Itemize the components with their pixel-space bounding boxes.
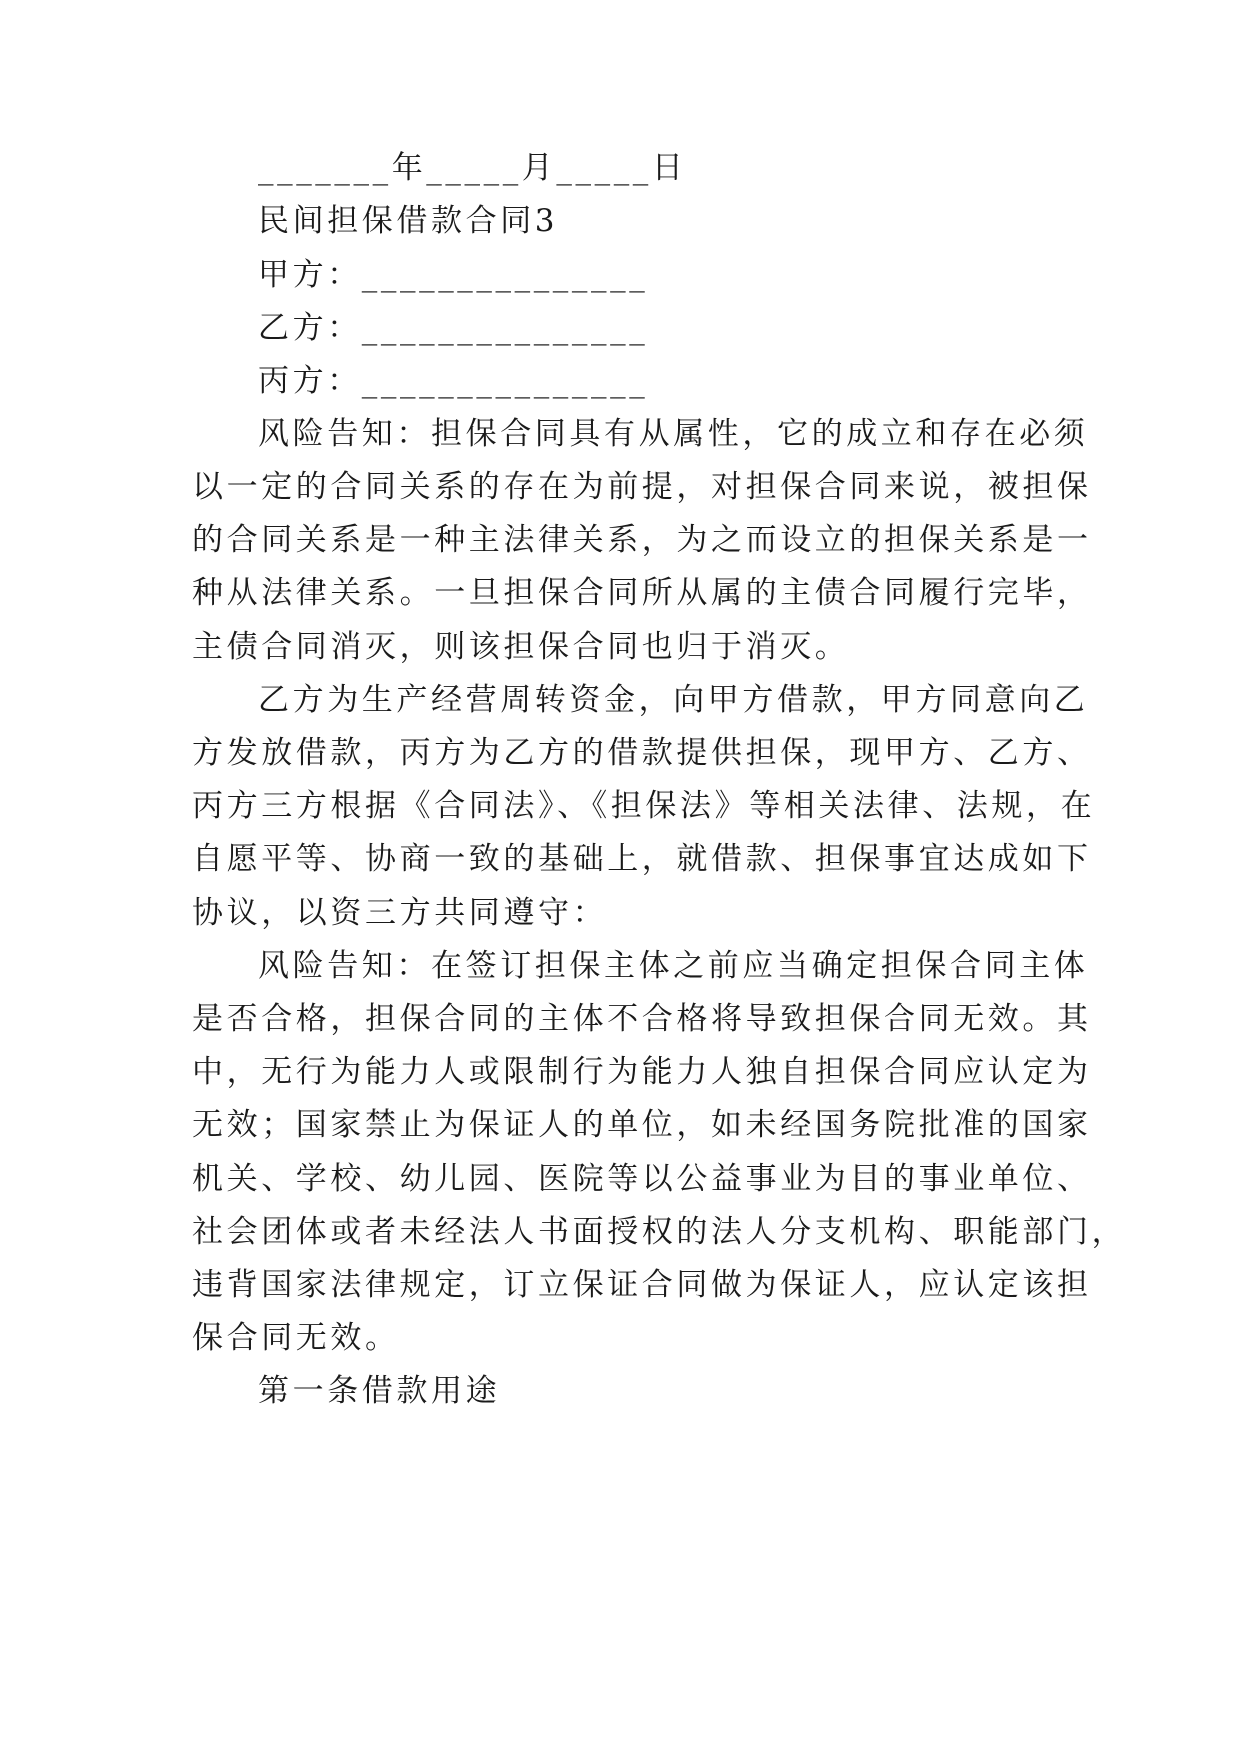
paragraph-3-line: 是否合格，担保合同的主体不合格将导致担保合同无效。其	[192, 1001, 1092, 1037]
paragraph-3-line: 风险告知：在签订担保主体之前应当确定担保合同主体	[258, 948, 1089, 984]
article-heading: 第一条借款用途	[258, 1373, 501, 1409]
paragraph-3-line: 无效；国家禁止为保证人的单位，如未经国务院批准的国家	[192, 1107, 1092, 1143]
paragraph-3-line: 社会团体或者未经法人书面授权的法人分支机构、职能部门，	[192, 1214, 1127, 1250]
paragraph-1-line: 风险告知：担保合同具有从属性，它的成立和存在必须	[258, 416, 1089, 452]
date-line: _______年_____月_____日	[258, 150, 687, 186]
paragraph-3-line: 机关、学校、幼儿园、医院等以公益事业为目的事业单位、	[192, 1161, 1092, 1197]
paragraph-1-line: 种从法律关系。一旦担保合同所从属的主债合同履行完毕，	[192, 575, 1092, 611]
contract-title: 民间担保借款合同3	[258, 203, 559, 239]
paragraph-2-line: 方发放借款，丙方为乙方的借款提供担保，现甲方、乙方、	[192, 735, 1092, 771]
paragraph-2-line: 自愿平等、协商一致的基础上，就借款、担保事宜达成如下	[192, 841, 1092, 877]
party-a-line: 甲方：_______________	[258, 257, 649, 293]
paragraph-1-line: 以一定的合同关系的存在为前提，对担保合同来说，被担保	[192, 469, 1092, 505]
paragraph-3-line: 中，无行为能力人或限制行为能力人独自担保合同应认定为	[192, 1054, 1092, 1090]
paragraph-3-line: 违背国家法律规定，订立保证合同做为保证人，应认定该担	[192, 1267, 1092, 1303]
party-b-line: 乙方：_______________	[258, 310, 649, 346]
paragraph-3-line: 保合同无效。	[192, 1320, 400, 1356]
party-c-line: 丙方：_______________	[258, 363, 649, 399]
paragraph-2-line: 协议，以资三方共同遵守：	[192, 895, 608, 931]
paragraph-2-line: 丙方三方根据《合同法》、《担保法》等相关法律、法规，在	[192, 788, 1096, 824]
paragraph-2-line: 乙方为生产经营周转资金，向甲方借款，甲方同意向乙	[258, 682, 1089, 718]
paragraph-1-line: 主债合同消灭，则该担保合同也归于消灭。	[192, 629, 850, 665]
paragraph-1-line: 的合同关系是一种主法律关系，为之而设立的担保关系是一	[192, 522, 1092, 558]
